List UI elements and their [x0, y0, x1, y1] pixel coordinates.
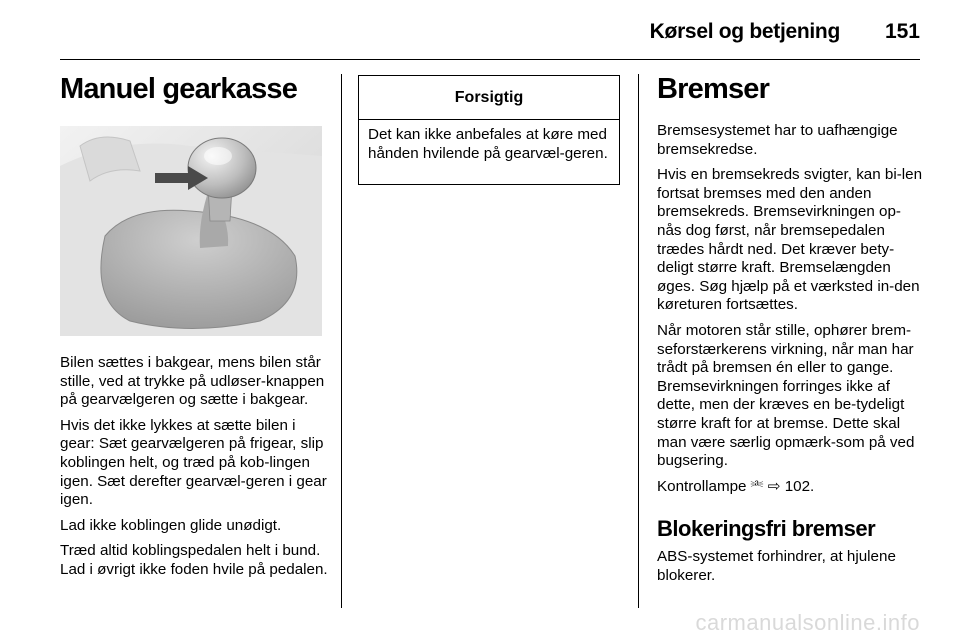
subsection-heading: Blokeringsfri bremser — [657, 516, 876, 542]
right-column — [657, 72, 925, 592]
gear-lever-drawing — [60, 126, 322, 336]
paragraph: Hvis en bremsekreds svigter, kan bi-len fortsat bremses med den anden bremsekreds. Bremsevirkningen op-nås dog først, når bremsepedalen trædes hårdt ned. Det kræver bety-deligt større kraft. Bremselængden øges. Søg hjælp på et værksted in-den køreturen fortsættes. — [657, 166, 923, 314]
section-heading: Manuel gearkasse — [60, 73, 298, 105]
paragraph: Bremsesystemet har to uafhængige bremsekredse. — [657, 122, 898, 158]
caution-text: Det kan ikke anbefales at køre med hånden hvilende på gearvæl-geren. — [368, 126, 608, 162]
paragraph: Bilen sættes i bakgear, mens bilen står stille, ved at trykke på udløser-knappen på gearvælgeren og sætte i bakgear. — [60, 354, 325, 409]
page-number: 151 — [884, 20, 920, 43]
paragraph: Hvis det ikke lykkes at sætte bilen i gear: Sæt gearvælgeren på frigear, slip koblingen helt, og træd på kob-lingen igen. Sæt derefter gearvæl-geren i gear igen. — [60, 416, 327, 509]
control-lamp-reference — [657, 478, 925, 497]
paragraph: Lad ikke koblingen glide unødigt. — [60, 516, 282, 534]
column-divider — [341, 74, 342, 608]
page-header — [0, 0, 960, 60]
paragraph: Når motoren står stille, ophører brem-seforstærkerens virkning, når man har trådt på bremsen én eller to gange. Bremsevirkningen forringes ikke af dette, men der kræves en be-tydeligt større kraft for at bremse. Dette skal man være særlig opmærk-som på ved bugsering. — [657, 321, 915, 470]
control-lamp-label: Kontrollampe — [657, 477, 747, 495]
section-heading: Bremser — [657, 73, 770, 105]
watermark: carmanualsonline.info — [695, 610, 920, 635]
page-reference-link[interactable] — [768, 478, 815, 495]
reference-page: 102. — [784, 477, 815, 495]
running-title: Kørsel og betjening — [649, 20, 840, 43]
paragraph: Træd altid koblingspedalen helt i bund. Lad i øvrigt ikke foden hvile på pedalen. — [60, 542, 328, 578]
paragraph: ABS-systemet forhindrer, at hjulene blokerer. — [657, 548, 896, 584]
header-rule — [60, 59, 920, 60]
column-divider — [638, 74, 639, 608]
caution-title: Forsigtig — [359, 76, 619, 120]
left-column — [60, 72, 330, 587]
gear-lever-illustration — [60, 126, 322, 336]
caution-box — [358, 75, 620, 185]
brake-warning-icon: ⎃ — [750, 477, 764, 495]
arrow-right-icon: ⇨ — [767, 477, 781, 495]
